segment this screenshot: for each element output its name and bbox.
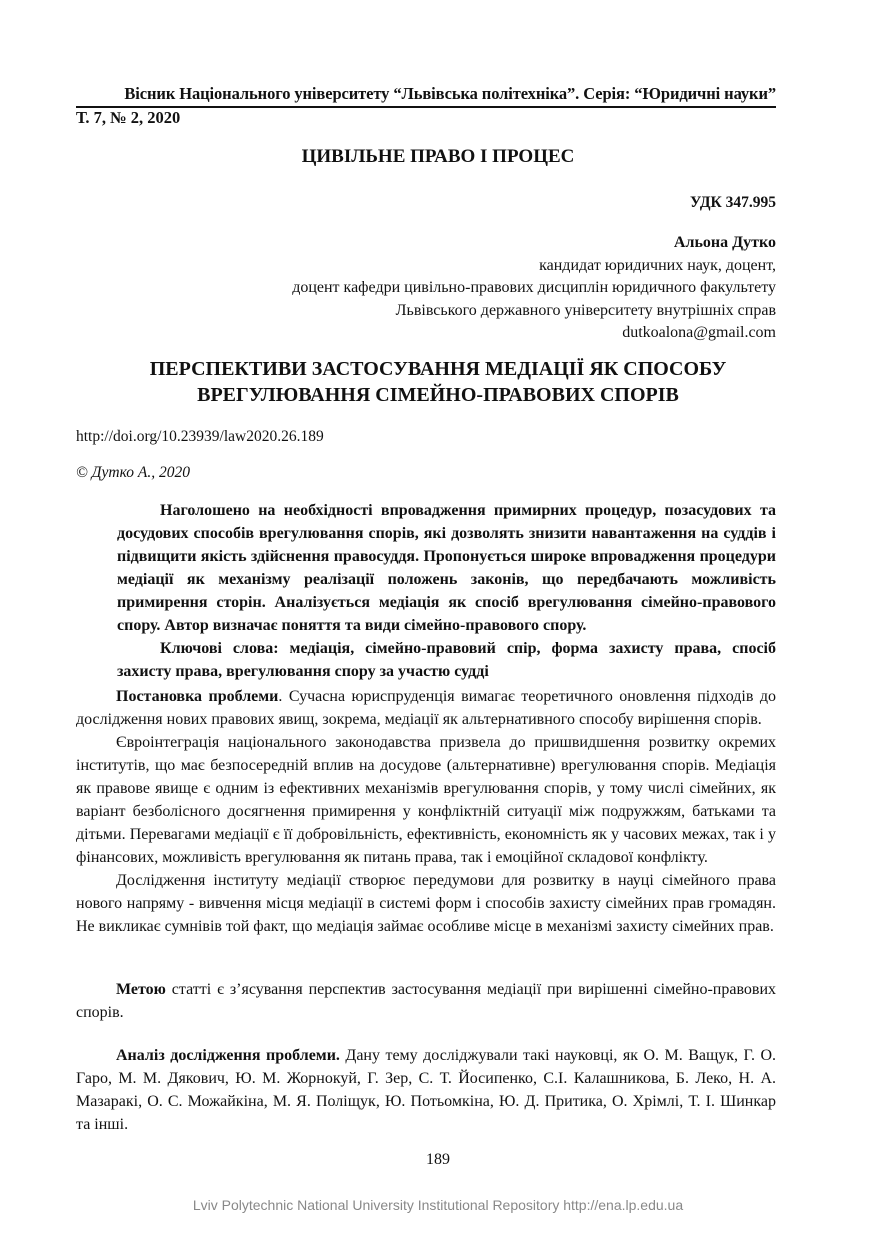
paragraph: Дослідження інституту медіації створює передумови для розвитку в науці сімейного права нового напряму - вивчення місця медіації в системі форм і способів захисту сімейних прав громадян. Не викликає сумнівів той факт, що медіація займає особливе місце в механізмі захисту сімейних прав.: [76, 872, 776, 935]
body-section-3: [76, 1044, 776, 1136]
paragraph: [76, 685, 776, 731]
author-position: доцент кафедри цивільно-правових дисциплін юридичного факультету: [292, 279, 776, 296]
paragraph-text: статті є з’ясування перспектив застосування медіації при вирішенні сімейно-правових спорів.: [76, 981, 776, 1021]
paragraph: [76, 1044, 776, 1136]
analysis-heading: Аналіз дослідження проблеми.: [116, 1047, 340, 1064]
udc-code: УДК 347.995: [690, 194, 776, 211]
author-degree: кандидат юридичних наук, доцент,: [539, 256, 776, 274]
body-section-2: [76, 978, 776, 1024]
issue-info: Т. 7, № 2, 2020: [76, 108, 181, 127]
journal-header: Вісник Національного університету “Львівська політехніка”. Серія: “Юридичні науки”: [124, 84, 776, 103]
author-email[interactable]: dutkoalona@gmail.com: [622, 324, 776, 341]
section-title: ЦИВІЛЬНЕ ПРАВО І ПРОЦЕС: [301, 146, 575, 167]
page-number: 189: [426, 1151, 450, 1168]
paragraph: [76, 978, 776, 1024]
body-section-1: [76, 685, 776, 938]
author-block: [292, 232, 776, 345]
abstract-text: Наголошено на необхідності впровадження примирних процедур, позасудових та досудових способів врегулювання спорів, які дозволять знизити навантаження на суддів і підвищити якість здійснення правосуддя. Пропонується широке впровадження процедури медіації як механізму реалізації положень законів, що передбачають можливість примирення сторін. Аналізується медіація як спосіб врегулювання сімейно-правового спору. Автор визначає поняття та види сімейно-правового спору.: [117, 502, 776, 634]
keywords: Ключові слова: медіація, сімейно-правовий спір, форма захисту права, спосіб захисту права, врегулювання спору за участю судді: [117, 640, 776, 680]
article-title-line: ПЕРСПЕКТИВИ ЗАСТОСУВАННЯ МЕДІАЦІЇ ЯК СПОСОБУ: [149, 358, 727, 380]
copyright: © Дутко А., 2020: [76, 464, 190, 481]
paragraph-text: . Сучасна юриспруденція вимагає теоретичного оновлення підходів до дослідження нових правових явищ, зокрема, медіації як альтернативного способу вирішення спорів.: [76, 688, 776, 728]
abstract: [117, 499, 776, 683]
paragraph: Євроінтеграція національного законодавства призвела до пришвидшення розвитку окремих інститутів, що має безпосередній вплив на досудове (альтернативне) врегулювання спорів. Медіація як правове явище є одним із ефективних механізмів врегулювання спорів, у тому числі сімейних, як варіант безболісного досягнення примирення у конфліктній ситуації між подружжям, батьками та дітьми. Перевагами медіації є її добровільність, ефективність, економність як у часових межах, так і у фінансових, можливість врегулювання як питань права, так і емоційної складової конфлікту.: [76, 734, 776, 866]
repository-footer: Lviv Polytechnic National University Institutional Repository http://ena.lp.edu.ua: [192, 1197, 684, 1213]
paragraph-text: Дану тему досліджували такі науковці, як О. М. Ващук, Г. О. Гаро, М. М. Дякович, Ю. М. Жорнокуй, Г. Зер, С. Т. Йосипенко, С.І. Калашникова, Б. Леко, Н. А. Мазаракі, О. С. Можайкіна, М. Я. Поліщук, Ю. Потьомкіна, Ю. Д. Притика, О. Хрімлі, Т. І. Шинкар та інші.: [76, 1047, 777, 1133]
doi-link[interactable]: http://doi.org/10.23939/law2020.26.189: [76, 428, 324, 445]
aim-heading: Метою: [116, 981, 166, 998]
problem-heading: Постановка проблеми: [116, 688, 279, 705]
author-affiliation: Львівського державного університету внутрішніх справ: [395, 301, 776, 319]
author-name: Альона Дутко: [673, 234, 776, 251]
header-rule: [76, 106, 776, 108]
article-title-line: ВРЕГУЛЮВАННЯ СІМЕЙНО-ПРАВОВИХ СПОРІВ: [197, 384, 679, 406]
article-title: [0, 356, 876, 408]
